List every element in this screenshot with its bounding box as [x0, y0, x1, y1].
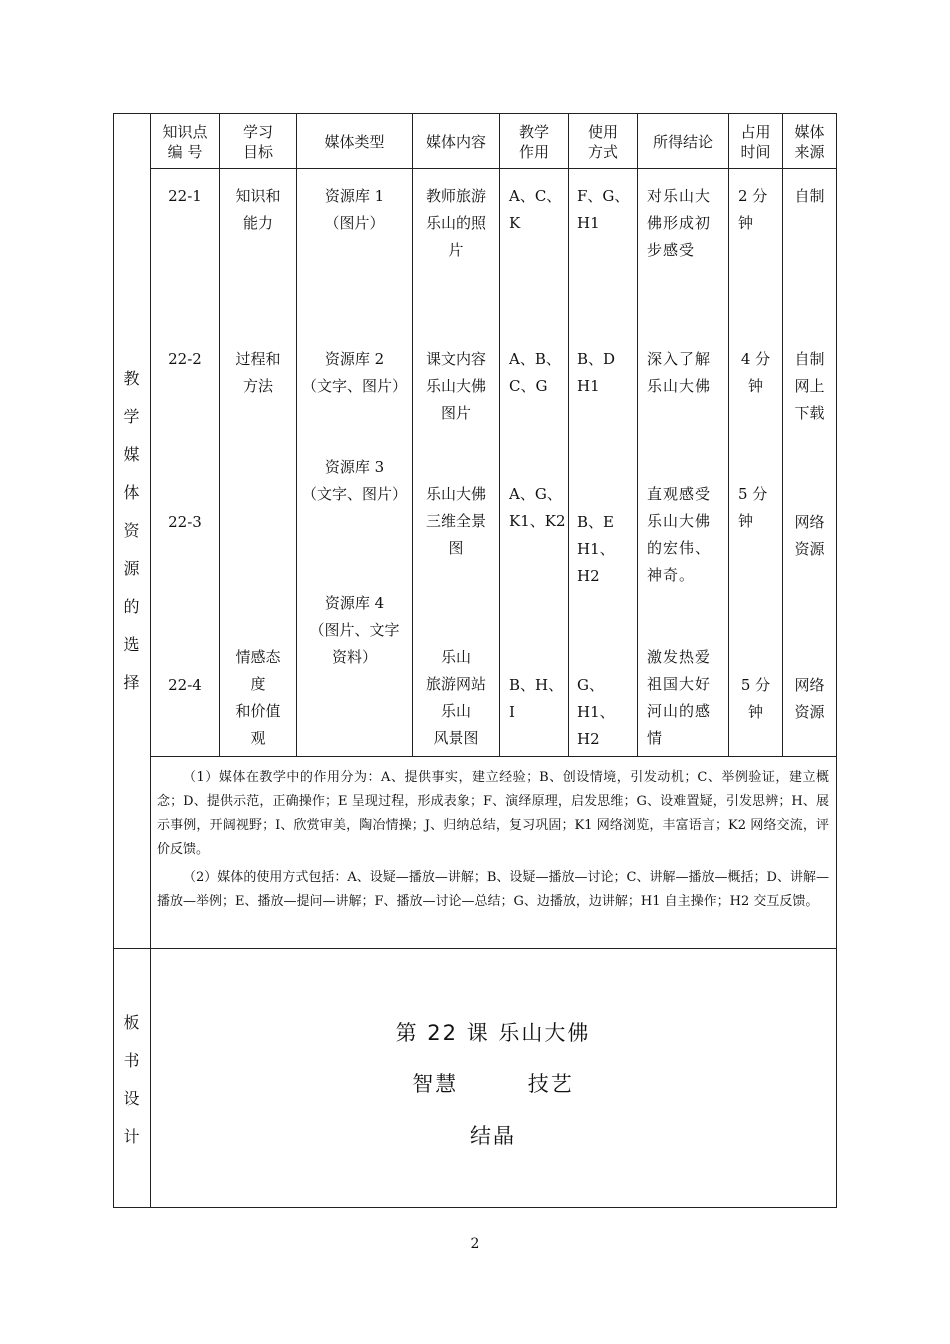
r4-content: 乐山 旅游网站 乐山 风景图: [425, 648, 486, 747]
r4-id: 22-4: [168, 676, 202, 694]
header-use: 使用 方式: [587, 123, 618, 161]
r1-role: A、C、 K: [509, 187, 562, 232]
header-divider: [150, 168, 837, 169]
header-media-content: 媒体内容: [425, 133, 486, 151]
r1-time: 2 分 钟: [738, 187, 768, 232]
r4-type: 资源库 4 （图片、文字 资料）: [309, 594, 400, 666]
r3-time: 5 分 钟: [738, 485, 768, 530]
header-conclusion: 所得结论: [652, 133, 713, 151]
r3-role: A、G、 K1、K2: [509, 485, 566, 530]
header-role: 教学 作用: [518, 123, 549, 161]
header-time: 占用 时间: [740, 123, 771, 161]
notes-block: [157, 766, 829, 918]
r1-source: 自制: [794, 187, 825, 205]
r3-use: B、E H1、H2: [577, 513, 615, 585]
side-label-media: 教 学 媒 体 资 源 的 选 择: [123, 369, 140, 692]
section-divider: [113, 948, 837, 949]
r2-use: B、D H1: [577, 350, 616, 395]
r4-goal: 情感态 度 和价值 观: [235, 648, 281, 747]
r1-goal: 知识和 能力: [235, 187, 281, 232]
col-divider-5: [568, 113, 569, 756]
col-divider-6: [637, 113, 638, 756]
r1-content: 教师旅游 乐山的照 片: [425, 187, 486, 259]
r4-conclusion: 激发热爱 祖国大好 河山的感 情: [647, 648, 712, 747]
r4-source: 网络 资源: [794, 676, 825, 721]
r2-type: 资源库 2 （文字、图片）: [301, 350, 407, 395]
col-divider-7: [728, 113, 729, 756]
board-line-2: 智慧 技艺: [412, 1072, 574, 1096]
r3-conclusion: 直观感受 乐山大佛 的宏伟、 神奇。: [647, 485, 712, 584]
board-title: 第 22 课 乐山大佛: [395, 1021, 591, 1045]
r4-time: 5 分 钟: [740, 676, 771, 721]
r3-type: 资源库 3 （文字、图片）: [301, 458, 407, 503]
r1-conclusion: 对乐山大 佛形成初 步感受: [647, 187, 712, 259]
board-line-3: 结晶: [470, 1124, 516, 1148]
r3-source: 网络 资源: [794, 513, 825, 558]
r4-role: B、H、 I: [509, 676, 564, 721]
page-number: 2: [470, 1236, 480, 1252]
r2-time: 4 分 钟: [740, 350, 771, 395]
side-label-board: 板 书 设 计: [123, 1013, 140, 1146]
r1-use: F、G、 H1: [577, 187, 630, 232]
header-id: 知识点 编 号: [162, 123, 208, 161]
header-source: 媒体 来源: [794, 123, 825, 161]
note-media-roles: （1）媒体在教学中的作用分为：A、提供事实，建立经验；B、创设情境，引发动机；C、举例验证，建立概念；D、提供示范，正确操作；E 呈现过程，形成表象；F、演绎原理，启发思维；G、设难置疑，引发思辨；H、展示事例，开阔视野；I、欣赏审美，陶冶情操；J、归纳总结，复习巩固；K1 网络浏览，丰富语言；K2 网络交流，评价反馈。: [157, 770, 829, 857]
r2-goal: 过程和 方法: [235, 350, 281, 395]
header-media-type: 媒体类型: [324, 133, 385, 151]
header-goal: 学习 目标: [242, 123, 273, 161]
r1-id: 22-1: [168, 187, 202, 205]
r3-id: 22-3: [168, 513, 202, 531]
note-usage-methods: （2）媒体的使用方式包括：A、设疑—播放—讲解；B、设疑—播放—讨论；C、讲解—播放—概括；D、讲解—播放—举例；E、播放—提问—讲解；F、播放—讨论—总结；G、边播放，边讲解；H1 自主操作；H2 交互反馈。: [157, 870, 829, 909]
r2-source: 自制 网上 下载: [794, 350, 825, 422]
r4-use: G、H1、 H2: [577, 676, 615, 748]
r2-role: A、B、 C、G: [509, 350, 561, 395]
r3-content: 乐山大佛 三维全景 图: [425, 485, 486, 557]
r2-id: 22-2: [168, 350, 202, 368]
data-bottom-divider: [150, 756, 837, 757]
r1-type: 资源库 1 （图片）: [324, 187, 385, 232]
r2-content: 课文内容 乐山大佛 图片: [425, 350, 486, 422]
r2-conclusion: 深入了解 乐山大佛: [647, 350, 712, 395]
col-divider-4: [499, 113, 500, 756]
